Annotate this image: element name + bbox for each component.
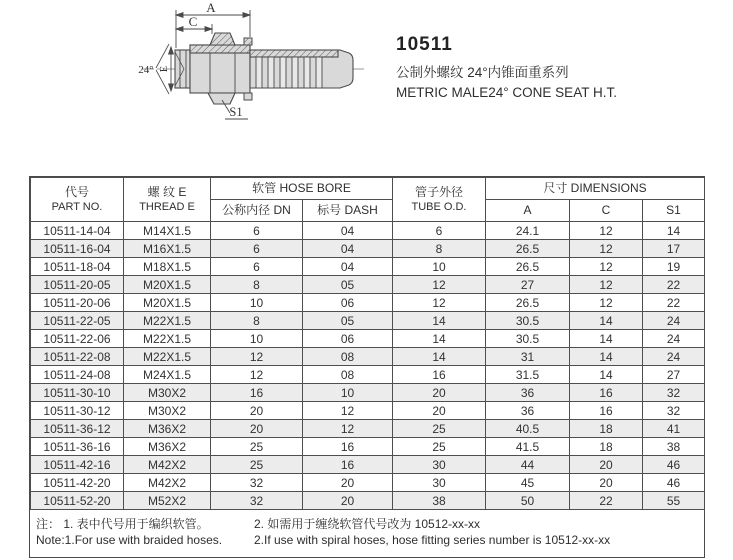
cell-tube-od: 38 [393, 492, 486, 510]
cell-dn: 25 [211, 438, 303, 456]
cell-tube-od: 12 [393, 294, 486, 312]
cell-dim-s1: 38 [643, 438, 705, 456]
cell-part-no: 10511-22-06 [31, 330, 124, 348]
cell-dim-s1: 24 [643, 312, 705, 330]
cell-dim-c: 18 [570, 420, 643, 438]
cell-part-no: 10511-18-04 [31, 258, 124, 276]
cell-dim-a: 44 [486, 456, 570, 474]
cell-tube-od: 14 [393, 312, 486, 330]
header-col-c: C [570, 200, 643, 222]
cell-dim-c: 14 [570, 366, 643, 384]
cell-dim-c: 16 [570, 384, 643, 402]
cone-angle-label: 24° [138, 64, 154, 76]
cell-thread: M36X2 [124, 420, 211, 438]
cell-dash: 05 [303, 312, 393, 330]
cell-dim-a: 41.5 [486, 438, 570, 456]
cell-dim-s1: 24 [643, 330, 705, 348]
cell-dim-s1: 55 [643, 492, 705, 510]
cell-dim-a: 30.5 [486, 330, 570, 348]
note-zh-2: 2. 如需用于缠绕软管代号改为 10512-xx-xx [254, 517, 481, 531]
cell-dim-c: 14 [570, 330, 643, 348]
cell-dim-a: 36 [486, 384, 570, 402]
cell-dim-s1: 32 [643, 384, 705, 402]
cell-dim-a: 26.5 [486, 240, 570, 258]
table-row [31, 384, 705, 402]
note-zh-1: 注： 1. 表中代号用于编织软管。 [36, 517, 209, 531]
cell-dim-c: 20 [570, 474, 643, 492]
header-part-no-en: PART NO. [51, 201, 103, 214]
product-subtitle-en: METRIC MALE24° CONE SEAT H.T. [396, 85, 617, 100]
cell-part-no: 10511-36-16 [31, 438, 124, 456]
cell-dim-s1: 22 [643, 276, 705, 294]
header-col-a: A [486, 200, 570, 222]
dim-s1-label: S1 [229, 105, 243, 119]
header-thread-en: THREAD E [139, 201, 195, 214]
cell-thread: M20X1.5 [124, 276, 211, 294]
cell-thread: M20X1.5 [124, 294, 211, 312]
cell-part-no: 10511-52-20 [31, 492, 124, 510]
cell-dash: 16 [303, 456, 393, 474]
cell-dim-c: 20 [570, 456, 643, 474]
header-tube-od [393, 178, 486, 222]
notes-line-en [36, 532, 700, 548]
cell-thread: M16X1.5 [124, 240, 211, 258]
cell-dn: 20 [211, 402, 303, 420]
cell-dim-s1: 46 [643, 474, 705, 492]
cell-dim-s1: 24 [643, 348, 705, 366]
header-tube-od-en: TUBE O.D. [411, 201, 467, 214]
header-thread [124, 178, 211, 222]
cell-dim-a: 24.1 [486, 222, 570, 240]
table-row [31, 474, 705, 492]
header-dn: 公称内径 DN [211, 200, 303, 222]
cell-dn: 25 [211, 456, 303, 474]
notes [30, 510, 704, 557]
cell-dim-a: 45 [486, 474, 570, 492]
cell-dim-s1: 32 [643, 402, 705, 420]
cell-part-no: 10511-20-05 [31, 276, 124, 294]
table-row [31, 420, 705, 438]
cell-tube-od: 8 [393, 240, 486, 258]
table-row [31, 366, 705, 384]
cell-part-no: 10511-20-06 [31, 294, 124, 312]
cell-thread: M36X2 [124, 438, 211, 456]
table-row [31, 456, 705, 474]
cell-dim-a: 27 [486, 276, 570, 294]
cell-thread: M14X1.5 [124, 222, 211, 240]
cell-tube-od: 30 [393, 456, 486, 474]
spec-table-frame [29, 176, 705, 558]
cell-dim-c: 12 [570, 240, 643, 258]
cell-dim-c: 14 [570, 348, 643, 366]
cell-tube-od: 20 [393, 402, 486, 420]
cell-dash: 06 [303, 294, 393, 312]
header-hose-bore: 软管 HOSE BORE [211, 178, 393, 200]
cell-dim-c: 14 [570, 312, 643, 330]
cell-dim-s1: 41 [643, 420, 705, 438]
cell-dim-s1: 14 [643, 222, 705, 240]
cell-part-no: 10511-16-04 [31, 240, 124, 258]
cell-dn: 12 [211, 366, 303, 384]
cell-dim-s1: 19 [643, 258, 705, 276]
dim-a-label: A [206, 0, 216, 15]
table-row [31, 348, 705, 366]
cell-tube-od: 16 [393, 366, 486, 384]
cell-thread: M22X1.5 [124, 348, 211, 366]
dim-c-label: C [188, 14, 198, 29]
thread-hatch [190, 45, 250, 53]
header-dimensions: 尺寸 DIMENSIONS [486, 178, 705, 200]
cell-tube-od: 14 [393, 330, 486, 348]
cell-dash: 20 [303, 474, 393, 492]
cell-dim-s1: 46 [643, 456, 705, 474]
cell-dim-c: 12 [570, 222, 643, 240]
cell-thread: M18X1.5 [124, 258, 211, 276]
header-dash: 标号 DASH [303, 200, 393, 222]
spec-table [30, 177, 705, 510]
header-tube-od-zh: 管子外径 [414, 184, 463, 199]
table-body [31, 222, 705, 510]
cell-thread: M42X2 [124, 456, 211, 474]
cell-dn: 8 [211, 276, 303, 294]
table-row [31, 402, 705, 420]
cell-dim-a: 30.5 [486, 312, 570, 330]
cell-tube-od: 30 [393, 474, 486, 492]
cell-tube-od: 25 [393, 420, 486, 438]
cell-tube-od: 6 [393, 222, 486, 240]
spec-table-header [31, 178, 705, 222]
cell-part-no: 10511-22-05 [31, 312, 124, 330]
cell-thread: M52X2 [124, 492, 211, 510]
cell-dim-a: 36 [486, 402, 570, 420]
cell-thread: M24X1.5 [124, 366, 211, 384]
cell-dim-c: 12 [570, 258, 643, 276]
tail-hatch [250, 50, 338, 57]
product-model: 10511 [396, 34, 453, 55]
fitting-technical-drawing [0, 0, 380, 172]
note-en-1: Note:1.For use with braided hoses. [36, 533, 223, 547]
note-en-2: 2.If use with spiral hoses, hose fitting series number is 10512-xx-xx [254, 533, 611, 547]
cell-dim-a: 26.5 [486, 294, 570, 312]
cell-thread: M42X2 [124, 474, 211, 492]
cell-dim-a: 26.5 [486, 258, 570, 276]
cell-dash: 06 [303, 330, 393, 348]
cell-dim-a: 31.5 [486, 366, 570, 384]
cell-dash: 08 [303, 366, 393, 384]
cell-part-no: 10511-22-08 [31, 348, 124, 366]
fitting-body [175, 45, 353, 93]
header-part-no [31, 178, 124, 222]
cell-dash: 04 [303, 222, 393, 240]
cell-part-no: 10511-42-20 [31, 474, 124, 492]
cell-thread: M30X2 [124, 384, 211, 402]
cell-dn: 8 [211, 312, 303, 330]
product-title-block [396, 34, 617, 100]
cell-tube-od: 14 [393, 348, 486, 366]
cell-dash: 12 [303, 402, 393, 420]
table-row [31, 438, 705, 456]
cell-dash: 05 [303, 276, 393, 294]
table-row [31, 330, 705, 348]
cell-dim-s1: 17 [643, 240, 705, 258]
cell-dn: 16 [211, 384, 303, 402]
cell-part-no: 10511-30-12 [31, 402, 124, 420]
cell-tube-od: 10 [393, 258, 486, 276]
cell-dn: 20 [211, 420, 303, 438]
cell-dash: 04 [303, 258, 393, 276]
cell-dn: 6 [211, 222, 303, 240]
cell-thread: M22X1.5 [124, 312, 211, 330]
table-row [31, 312, 705, 330]
cell-dn: 32 [211, 492, 303, 510]
cell-dim-c: 22 [570, 492, 643, 510]
cell-dn: 10 [211, 330, 303, 348]
cell-dn: 10 [211, 294, 303, 312]
cell-dim-a: 40.5 [486, 420, 570, 438]
cell-dn: 6 [211, 240, 303, 258]
cell-dim-s1: 22 [643, 294, 705, 312]
table-row [31, 240, 705, 258]
cell-tube-od: 12 [393, 276, 486, 294]
cell-thread: M30X2 [124, 402, 211, 420]
cell-part-no: 10511-30-10 [31, 384, 124, 402]
cell-dash: 08 [303, 348, 393, 366]
cell-dim-a: 50 [486, 492, 570, 510]
cell-part-no: 10511-24-08 [31, 366, 124, 384]
dim-e-label: E [159, 65, 170, 73]
table-row [31, 276, 705, 294]
cell-part-no: 10511-14-04 [31, 222, 124, 240]
header-col-s1: S1 [643, 200, 705, 222]
cell-part-no: 10511-42-16 [31, 456, 124, 474]
cell-tube-od: 20 [393, 384, 486, 402]
cell-dash: 10 [303, 384, 393, 402]
cell-thread: M22X1.5 [124, 330, 211, 348]
table-row [31, 294, 705, 312]
cell-dim-a: 31 [486, 348, 570, 366]
table-row [31, 222, 705, 240]
table-row [31, 492, 705, 510]
cell-dn: 6 [211, 258, 303, 276]
table-row [31, 258, 705, 276]
cell-dim-c: 12 [570, 276, 643, 294]
cell-dim-c: 18 [570, 438, 643, 456]
product-subtitle-zh: 公制外螺纹 24°内锥面重系列 [396, 65, 569, 80]
cell-dash: 20 [303, 492, 393, 510]
cell-dn: 12 [211, 348, 303, 366]
cell-dim-s1: 27 [643, 366, 705, 384]
notes-line-zh [36, 516, 700, 532]
header-thread-zh: 螺 纹 E [147, 184, 187, 199]
cell-dash: 04 [303, 240, 393, 258]
header-part-no-zh: 代号 [64, 184, 89, 199]
cell-tube-od: 25 [393, 438, 486, 456]
cell-part-no: 10511-36-12 [31, 420, 124, 438]
cell-dn: 32 [211, 474, 303, 492]
cell-dim-c: 12 [570, 294, 643, 312]
cell-dim-c: 16 [570, 402, 643, 420]
cell-dash: 16 [303, 438, 393, 456]
cell-dash: 12 [303, 420, 393, 438]
